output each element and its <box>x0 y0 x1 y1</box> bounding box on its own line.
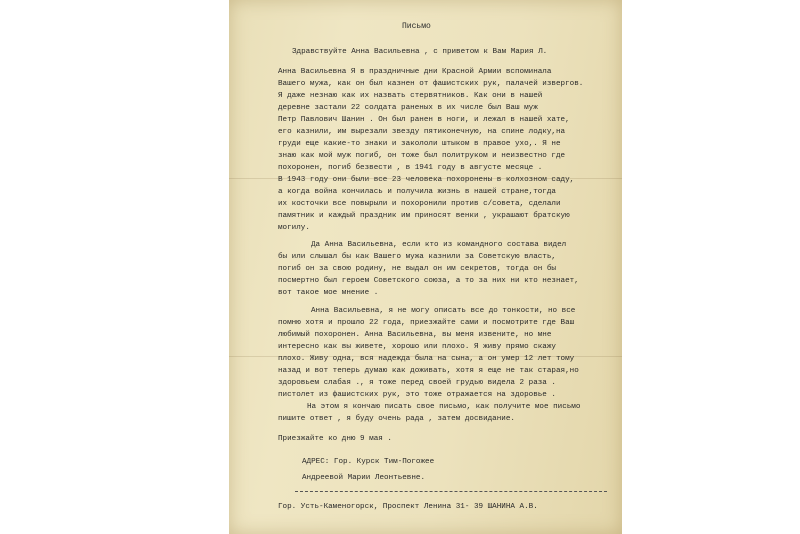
text-line: На этом я кончаю писать свое письмо, как получите мое письмо <box>307 403 581 411</box>
text-line: помню хотя и прошло 22 года, приезжайте сами и посмотрите где Ваш <box>278 319 575 327</box>
text-line: знаю как мой муж погиб, он тоже был политруком и неизвестно где <box>278 152 566 160</box>
divider <box>295 491 607 492</box>
text-line: а когда война кончилась и получила жизнь в нашей стране,тогда <box>278 188 556 196</box>
text-line: Анна Васильевна Я в праздничные дни Красной Армии вспоминала <box>278 68 552 76</box>
text-line: любимый похоронен. Анна Васильевна, вы меня извените, но мне <box>278 331 552 339</box>
text-line: деревне застали 22 солдата раненых в их числе был Ваш муж <box>278 104 538 112</box>
text-line: Анна Васильевна, я не могу описать все до тонкости, но все <box>311 307 576 315</box>
text-line: похоронен, погиб безвести , в 1941 году в августе месяце . <box>278 164 543 172</box>
text-line: Вашего мужа, как он был казнен от фашистских рук, палачей извергов. <box>278 80 584 88</box>
letter-page <box>229 0 622 534</box>
invitation-line: Приезжайте ко дню 9 мая . <box>278 435 392 443</box>
text-line: плохо. Живу одна, вся надежда была на сына, а он умер 12 лет тому <box>278 355 575 363</box>
text-line: могилу. <box>278 224 310 232</box>
text-line: Я даже незнаю как их назвать стервятников. Как они в нашей <box>278 92 543 100</box>
greeting: Здравствуйте Анна Васильевна , с приветом к Вам Мария Л. <box>292 48 548 56</box>
text-line: здоровьем слабая ., я тоже перед своей грудью видела 2 раза . <box>278 379 556 387</box>
text-line: погиб он за свою родину, не выдал он им секретов, тогда он бы <box>278 265 556 273</box>
text-line: памятник и каждый праздник им приносят венки , украшают братскую <box>278 212 570 220</box>
letter-title: Письмо <box>402 22 431 31</box>
text-line: назад и вот теперь думаю как доживать, хотя я еще не так старая,но <box>278 367 579 375</box>
text-line: их косточки все повырыли и похоронили против с/совета, сделали <box>278 200 561 208</box>
sender-footer: Гор. Усть-Каменогорск, Проспект Ленина 31- 39 ШАНИНА А.В. <box>278 503 538 511</box>
text-line: груди еще какие-то знаки и закололи штыком в правое ухо,. Я не <box>278 140 561 148</box>
text-line: посмертно был героем Советского союза, а то за них ни кто незнает, <box>278 277 579 285</box>
text-line: бы или слышал бы как Вашего мужа казнили за Советскую власть, <box>278 253 556 261</box>
address-line: АДРЕС: Гор. Курск Тим-Погожее <box>302 458 435 466</box>
text-line: пишите ответ , я буду очень рада , затем досвидание. <box>278 415 515 423</box>
address-line: Андреевой Марии Леонтьевне. <box>302 474 426 482</box>
text-line: Да Анна Васильевна, если кто из командного состава видел <box>311 241 567 249</box>
text-line: интересно как вы живете, хорошо или плохо. Я живу прямо скажу <box>278 343 556 351</box>
text-line: В 1943 году они были все 23 человека похоронены в колхозном саду, <box>278 176 575 184</box>
text-line: пистолет из фашистских рук, это тоже отражается на здоровье . <box>278 391 556 399</box>
text-line: его казнили, им вырезали звезду пятиконечную, на спине лодку,на <box>278 128 566 136</box>
text-line: Петр Павлович Шанин . Он был ранен в ноги, и лежал в нашей хате, <box>278 116 570 124</box>
text-line: вот такое мое мнение . <box>278 289 379 297</box>
